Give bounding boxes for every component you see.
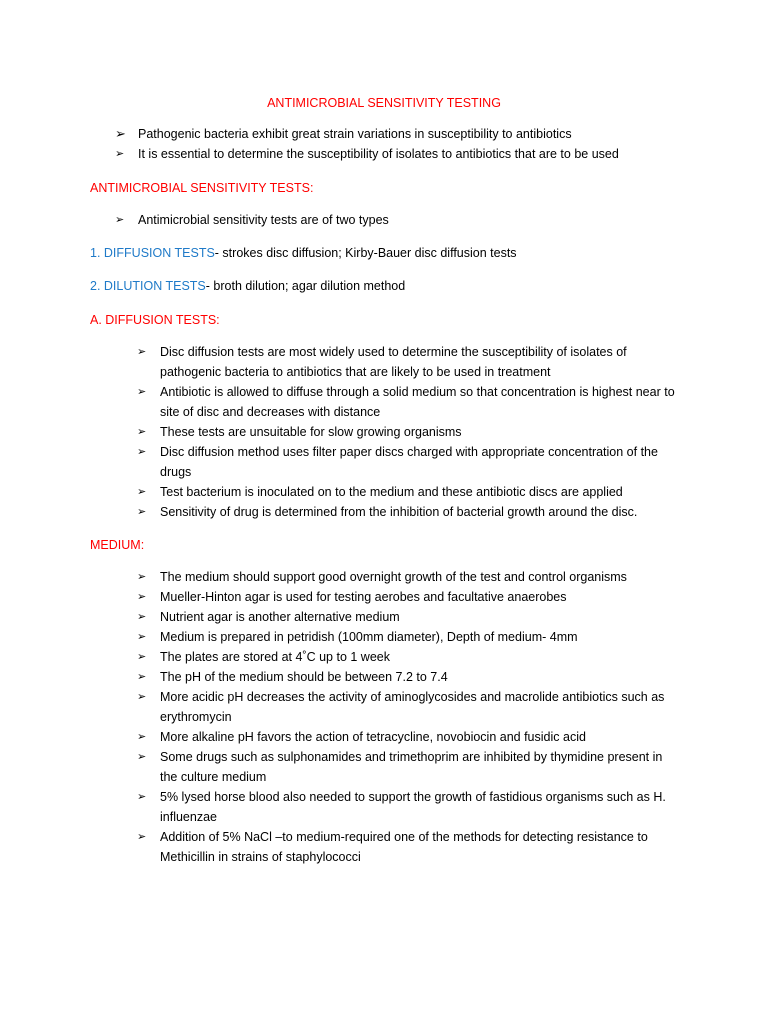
list-item-text: The pH of the medium should be between 7.2 to 7.4	[160, 670, 448, 684]
list-item	[137, 747, 682, 787]
arrow-bullet-icon: ➢	[137, 691, 147, 703]
list-item	[115, 124, 735, 144]
arrow-bullet-icon: ➢	[137, 751, 147, 763]
arrow-bullet-icon: ➢	[137, 446, 147, 458]
diffusion-tests-text: - strokes disc diffusion; Kirby-Bauer disc diffusion tests	[214, 246, 517, 260]
list-item-text: Some drugs such as sulphonamides and trimethoprim are inhibited by thymidine present in the culture medium	[160, 750, 663, 784]
list-item-text: Mueller-Hinton agar is used for testing aerobes and facultative anaerobes	[160, 590, 567, 604]
list-item	[137, 442, 682, 482]
list-item	[137, 502, 682, 522]
arrow-bullet-icon: ➢	[137, 346, 147, 358]
dilution-tests-label: 2. DILUTION TESTS	[90, 279, 206, 293]
list-item	[137, 687, 682, 727]
list-item	[137, 482, 682, 502]
medium-points-list	[137, 567, 682, 867]
list-item-text: Nutrient agar is another alternative medium	[160, 610, 400, 624]
diffusion-points-list	[137, 342, 682, 522]
list-item	[137, 382, 682, 422]
medium-heading: MEDIUM:	[90, 538, 145, 552]
list-item	[137, 567, 682, 587]
tests-heading: ANTIMICROBIAL SENSITIVITY TESTS:	[90, 181, 314, 195]
list-item	[137, 647, 682, 667]
list-item	[137, 667, 682, 687]
arrow-bullet-icon: ➢	[137, 791, 147, 803]
diffusion-tests-label: 1. DIFFUSION TESTS	[90, 246, 215, 260]
list-item-text: Sensitivity of drug is determined from the inhibition of bacterial growth around the disc.	[160, 505, 638, 519]
list-item-text: It is essential to determine the susceptibility of isolates to antibiotics that are to be used	[138, 147, 619, 161]
list-item-text: These tests are unsuitable for slow growing organisms	[160, 425, 462, 439]
list-item-text: The plates are stored at 4˚C up to 1 week	[160, 650, 390, 664]
arrow-bullet-icon: ➢	[137, 611, 147, 623]
arrow-bullet-icon: ➢	[137, 591, 147, 603]
arrow-bullet-icon: ➢	[137, 831, 147, 843]
list-item	[137, 787, 682, 827]
list-item-text: More alkaline pH favors the action of tetracycline, novobiocin and fusidic acid	[160, 730, 586, 744]
list-item-text: More acidic pH decreases the activity of aminoglycosides and macrolide antibiotics such as erythromycin	[160, 690, 665, 724]
arrow-bullet-icon: ➢	[137, 571, 147, 583]
arrow-bullet-icon: ➢	[115, 214, 125, 226]
dilution-tests-text: - broth dilution; agar dilution method	[205, 279, 406, 293]
list-item-text: Antibiotic is allowed to diffuse through a solid medium so that concentration is highest near to site of disc and decreases with distance	[160, 385, 675, 419]
list-item-text: Test bacterium is inoculated on to the medium and these antibiotic discs are applied	[160, 485, 623, 499]
list-item-text: Disc diffusion method uses filter paper discs charged with appropriate concentration of the drugs	[160, 445, 658, 479]
arrow-bullet-icon: ➢	[137, 426, 147, 438]
list-item	[137, 342, 682, 382]
arrow-bullet-icon: ➢	[137, 731, 147, 743]
list-item	[137, 607, 682, 627]
list-item	[137, 827, 682, 867]
list-item	[137, 587, 682, 607]
list-item-text: 5% lysed horse blood also needed to support the growth of fastidious organisms such as H. influenzae	[160, 790, 666, 824]
list-item-text: Disc diffusion tests are most widely used to determine the susceptibility of isolates of pathogenic bacteria to antibiotics that are likely to be used in treatment	[160, 345, 627, 379]
arrow-bullet-icon: ➢	[137, 671, 147, 683]
diffusion-heading: A. DIFFUSION TESTS:	[90, 313, 220, 327]
intro-list	[115, 124, 735, 164]
arrow-bullet-icon: ➢	[137, 386, 147, 398]
arrow-bullet-icon: ➢	[115, 126, 126, 141]
list-item-text: Addition of 5% NaCl –to medium-required one of the methods for detecting resistance to Methicillin in strains of staphylococci	[160, 830, 648, 864]
list-item	[137, 627, 682, 647]
arrow-bullet-icon: ➢	[137, 651, 147, 663]
list-item-text: The medium should support good overnight growth of the test and control organisms	[160, 570, 627, 584]
list-item-text: Antimicrobial sensitivity tests are of two types	[138, 213, 389, 227]
arrow-bullet-icon: ➢	[137, 506, 147, 518]
list-item-text: Medium is prepared in petridish (100mm diameter), Depth of medium- 4mm	[160, 630, 578, 644]
list-item	[115, 144, 735, 164]
list-item-text: Pathogenic bacteria exhibit great strain variations in susceptibility to antibiotics	[138, 127, 572, 141]
list-item	[137, 727, 682, 747]
diffusion-tests-line	[90, 245, 517, 261]
arrow-bullet-icon: ➢	[137, 486, 147, 498]
document-title: ANTIMICROBIAL SENSITIVITY TESTING	[267, 96, 501, 110]
list-item	[137, 422, 682, 442]
arrow-bullet-icon: ➢	[137, 631, 147, 643]
dilution-tests-line	[90, 278, 405, 294]
list-item	[115, 210, 735, 230]
two-types-list	[115, 210, 735, 230]
arrow-bullet-icon: ➢	[115, 148, 125, 160]
